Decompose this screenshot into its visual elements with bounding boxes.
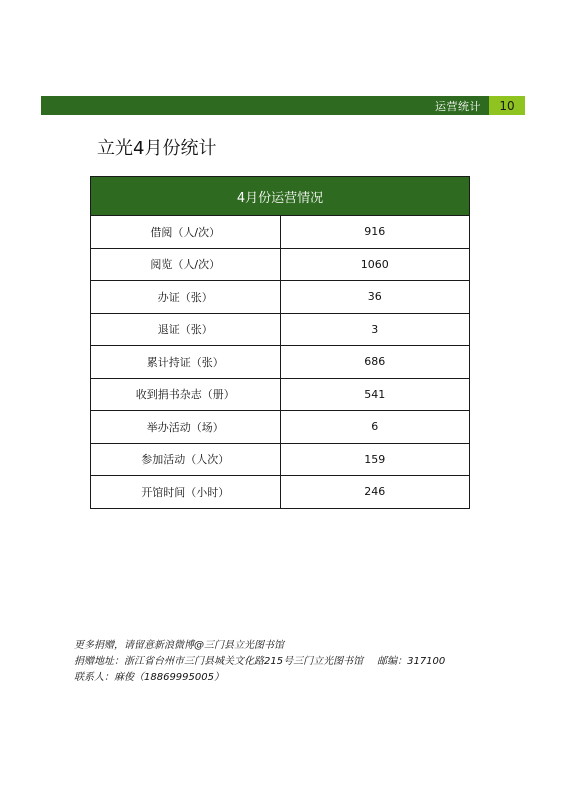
row-label: 参加活动（人次）: [91, 443, 281, 476]
row-label: 举办活动（场）: [91, 411, 281, 444]
row-value: 916: [280, 216, 470, 249]
row-value: 36: [280, 281, 470, 314]
row-label: 开馆时间（小时）: [91, 476, 281, 509]
header-section-band: [41, 96, 489, 115]
row-label: 阅览（人/次）: [91, 248, 281, 281]
table-row: [91, 443, 470, 476]
footer-contact-line: 联系人：麻俊（18869995005）: [74, 672, 224, 683]
table-header-row: [91, 177, 470, 216]
table-row: [91, 476, 470, 509]
row-label: 累计持证（张）: [91, 346, 281, 379]
table-row: [91, 411, 470, 444]
footer-weibo-line: 更多捐赠，请留意新浪微博@三门县立光图书馆: [74, 640, 284, 651]
row-value: 6: [280, 411, 470, 444]
row-label: 收到捐书杂志（册）: [91, 378, 281, 411]
row-value: 686: [280, 346, 470, 379]
table-row: [91, 248, 470, 281]
table-row: [91, 216, 470, 249]
page-title: 立光4月份统计: [97, 138, 217, 159]
table-heading: 4月份运营情况: [91, 177, 470, 216]
row-value: 541: [280, 378, 470, 411]
stats-table: [90, 176, 470, 509]
row-label: 办证（张）: [91, 281, 281, 314]
table-row: [91, 313, 470, 346]
table-row: [91, 281, 470, 314]
footer-address-line: [74, 654, 445, 670]
header-section-label: 运营统计: [435, 99, 481, 113]
row-value: 246: [280, 476, 470, 509]
footer-postcode: 邮编：317100: [377, 656, 446, 667]
footer-address: 捐赠地址：浙江省台州市三门县城关文化路215号三门立光图书馆: [74, 656, 364, 667]
table-row: [91, 378, 470, 411]
row-label: 退证（张）: [91, 313, 281, 346]
row-value: 3: [280, 313, 470, 346]
page-number: 10: [489, 96, 525, 115]
row-label: 借阅（人/次）: [91, 216, 281, 249]
page-header-bar: [41, 96, 525, 115]
table-row: [91, 346, 470, 379]
row-value: 159: [280, 443, 470, 476]
row-value: 1060: [280, 248, 470, 281]
footer-contact: [74, 638, 445, 686]
